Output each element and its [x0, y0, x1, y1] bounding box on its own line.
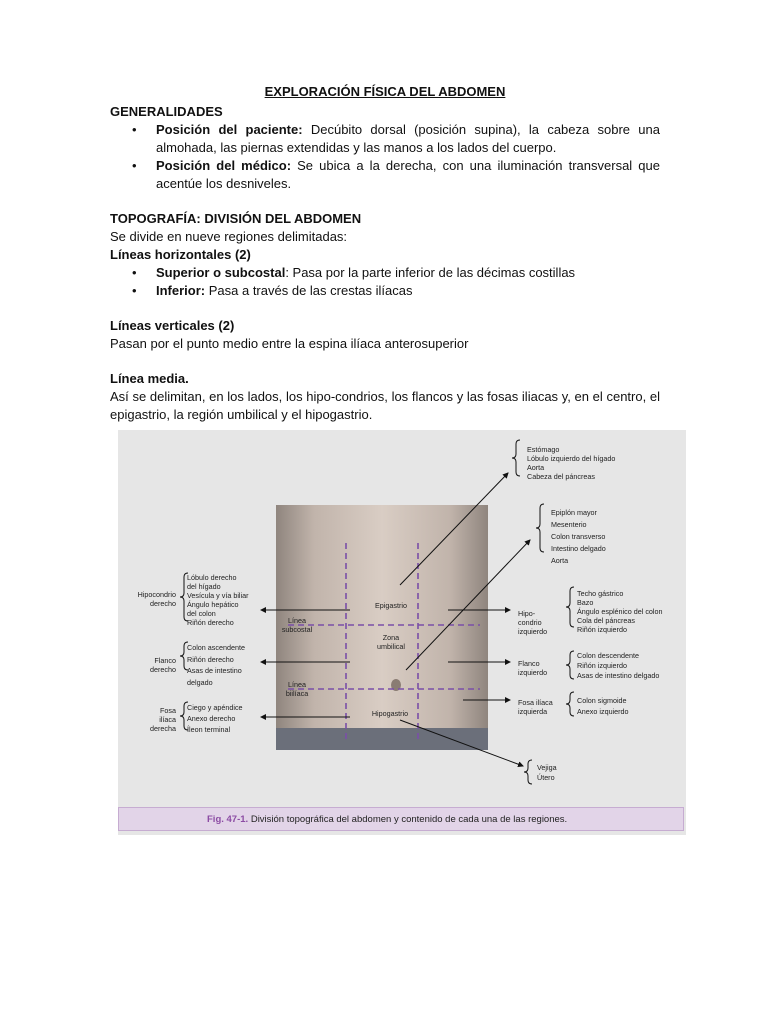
list-item: Riñón izquierdo — [577, 661, 627, 670]
topografia-text: Se divide en nueve regiones delimitadas: — [110, 229, 348, 244]
list-item: Estómago — [527, 445, 560, 454]
label-line: izquierdo — [518, 627, 548, 636]
label-line: Hipocondrio — [137, 590, 176, 599]
waistband — [276, 728, 488, 750]
list-item: Anexo izquierdo — [577, 707, 629, 716]
topografia-heading: TOPOGRAFÍA: DIVISIÓN DEL ABDOMEN — [110, 211, 362, 226]
list-item: Ángulo hepático — [187, 600, 239, 609]
label-line: derecha — [150, 724, 176, 733]
list-item: Colon descendente — [577, 651, 639, 660]
label-line: Flanco — [154, 656, 176, 665]
figure-number: Fig. 47-1. — [207, 814, 249, 825]
flanco-izquierdo-label — [518, 659, 568, 677]
item-label: Posición del médico: — [156, 158, 292, 173]
hipocondrio-izquierdo-contents — [577, 589, 663, 634]
list-item — [110, 282, 660, 300]
list-item: Riñón derecho — [187, 618, 234, 627]
list-item: Colon ascendente — [187, 643, 245, 652]
umbilical-contents — [551, 507, 606, 567]
fosa-iliaca-derecha-label — [124, 706, 176, 733]
verticales-text: Pasan por el punto medio entre la espina ilíaca anterosuperior — [110, 336, 469, 351]
list-item: Asas de intestino delgado — [577, 671, 660, 680]
item-label: Inferior: — [156, 283, 206, 298]
media-heading: Línea media. — [110, 371, 189, 386]
label-line: Flanco — [518, 659, 540, 668]
hipogastrio-contents — [537, 763, 557, 783]
list-item: Riñón izquierdo — [577, 625, 627, 634]
list-item: Anexo derecho — [187, 714, 236, 723]
generalidades-heading: GENERALIDADES — [110, 104, 223, 119]
abdomen-figure — [118, 430, 686, 835]
list-item — [110, 121, 660, 157]
label-line: Fosa ilíaca — [518, 698, 553, 707]
item-label: Posición del paciente: — [156, 122, 303, 137]
list-item: Ángulo esplénico del colon — [577, 607, 663, 616]
figure-caption-text: División topográfica del abdomen y contenido de cada una de las regiones. — [248, 814, 568, 825]
list-item: Ciego y apéndice — [187, 703, 243, 712]
item-text: Se ubica a la derecha, con una iluminación transversal que acentúe los desniveles. — [156, 158, 660, 191]
label-line: ilíaca — [159, 715, 176, 724]
fosa-iliaca-izquierda-label — [518, 698, 568, 716]
list-item: Colon sigmoide — [577, 696, 627, 705]
label-line: condrio — [518, 618, 542, 627]
fosa-izquierda-contents — [577, 695, 629, 717]
list-item: Aorta — [551, 556, 569, 565]
list-item: Vesícula y vía biliar — [187, 591, 249, 600]
epigastrio-contents — [527, 445, 615, 481]
fosa-derecha-contents — [187, 702, 243, 735]
list-item: Colon transverso — [551, 532, 606, 541]
label-line: subcostal — [281, 625, 313, 634]
region-hipogastrio: Hipogastrio — [371, 709, 409, 718]
list-item: Riñón derecho — [187, 654, 234, 664]
label-line: Zona — [382, 633, 400, 642]
item-text: : Pasa por la parte inferior de las décimas costillas — [285, 265, 576, 280]
list-item: Mesenterio — [551, 520, 587, 529]
figure-caption — [118, 807, 684, 831]
label-line: umbilical — [377, 642, 405, 651]
list-item: Vejiga — [537, 763, 557, 772]
flanco-derecho-label — [124, 656, 176, 674]
flanco-izquierdo-contents — [577, 651, 659, 681]
list-item — [110, 264, 660, 282]
document-body — [110, 83, 660, 424]
label-line: Fosa — [160, 706, 176, 715]
list-item — [110, 157, 660, 193]
brace-hipogastrio — [524, 760, 532, 784]
list-item: Útero — [537, 773, 555, 782]
flanco-derecho-contents — [187, 642, 245, 688]
list-item: Lóbulo izquierdo del hígado — [527, 454, 616, 463]
horizontales-list — [110, 264, 660, 300]
list-item: del hígado — [187, 582, 221, 591]
item-text: Pasa a través de las crestas ilíacas — [205, 283, 413, 298]
horizontales-heading: Líneas horizontales (2) — [110, 247, 251, 262]
document-title: EXPLORACIÓN FÍSICA DEL ABDOMEN — [264, 84, 506, 99]
linea-subcostal-label — [274, 616, 320, 634]
item-label: Superior o subcostal — [156, 265, 286, 280]
label-line: izquierdo — [518, 668, 548, 677]
list-item: Bazo — [577, 598, 594, 607]
label-line: Hipo- — [518, 609, 536, 618]
label-line: Línea — [288, 616, 306, 625]
generalidades-list — [110, 121, 660, 193]
list-item: Asas de intestino — [187, 666, 242, 675]
label-line: derecho — [150, 665, 176, 674]
hipocondrio-derecho-contents — [187, 573, 249, 627]
list-item: Intestino delgado — [551, 544, 606, 553]
list-item: Íleon terminal — [187, 725, 231, 734]
brace-umbilical — [536, 504, 544, 552]
hipocondrio-izquierdo-label — [518, 609, 568, 636]
label-line: izquierda — [518, 707, 548, 716]
item-text: Decúbito dorsal (posición supina), la cabeza sobre una almohada, las piernas extendidas y las manos a los lados del cuerpo. — [156, 122, 660, 155]
list-item: Cabeza del páncreas — [527, 472, 595, 481]
list-item: Epiplón mayor — [551, 508, 597, 517]
list-item: Cola del páncreas — [577, 616, 635, 625]
linea-biiliaca-label — [276, 680, 318, 698]
list-item: Techo gástrico — [577, 589, 624, 598]
verticales-heading: Líneas verticales (2) — [110, 318, 235, 333]
region-epigastrio: Epigastrio — [375, 601, 407, 610]
label-line: biilíaca — [285, 689, 309, 698]
brace-epigastrio — [512, 440, 520, 476]
hipocondrio-derecho-label — [124, 590, 176, 608]
label-line: Línea — [288, 680, 306, 689]
media-text: Así se delimitan, en los lados, los hipo-condrios, los flancos y las fosas iliacas y, en el centro, el epigastrio, la región umbilical y el hipogastrio. — [110, 389, 660, 422]
list-item: Lóbulo derecho — [187, 573, 237, 582]
list-item: Aorta — [527, 463, 545, 472]
list-item: delgado — [187, 677, 213, 687]
list-item: del colon — [187, 609, 216, 618]
label-line: derecho — [150, 599, 176, 608]
region-zona-umbilical — [366, 633, 416, 651]
